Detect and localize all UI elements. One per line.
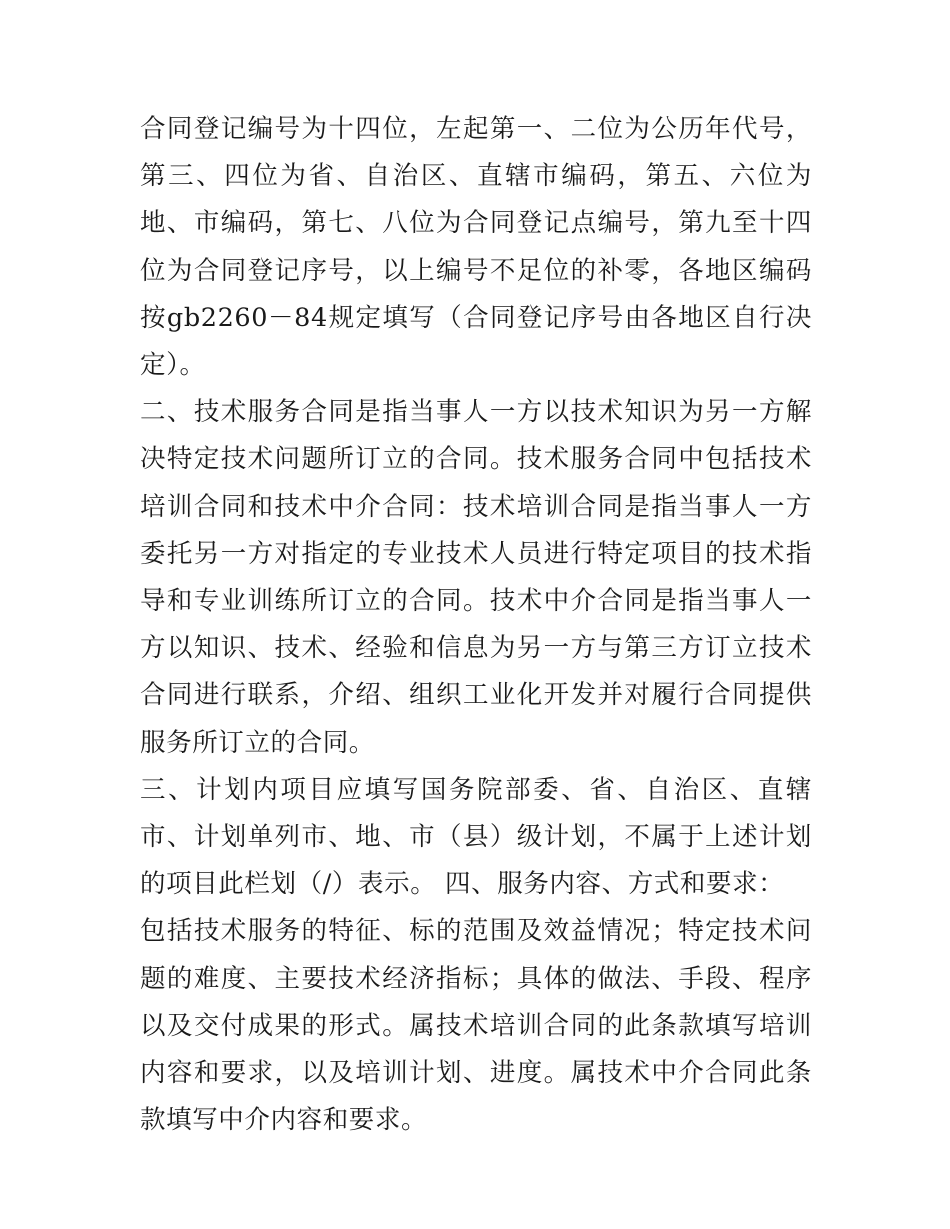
paragraph-contract-registration-number: 合同登记编号为十四位，左起第一、二位为公历年代号，第三、四位为省、自治区、直辖市编码，第五、六位为地、市编码，第七、八位为合同登记点编号，第九至十四位为合同登记序号，以上编号不足位的补零，各地区编码按gb2260－84规定填写（合同登记序号由各地区自行决定）。: [140, 114, 812, 381]
document-body: [140, 106, 812, 1144]
paragraph-planned-projects: 三、计划内项目应填写国务院部委、省、自治区、直辖市、计划单列市、地、市（县）级计划，不属于上述计划的项目此栏划（/）表示。 四、服务内容、方式和要求：: [140, 774, 812, 900]
paragraph-service-content: 包括技术服务的特征、标的范围及效益情况；特定技术问题的难度、主要技术经济指标；具体的做法、手段、程序以及交付成果的形式。属技术培训合同的此条款填写培训内容和要求，以及培训计划、进度。属技术中介合同此条款填写中介内容和要求。: [140, 916, 812, 1136]
paragraph-technical-service-contract: 二、技术服务合同是指当事人一方以技术知识为另一方解决特定技术问题所订立的合同。技术服务合同中包括技术培训合同和技术中介合同：技术培训合同是指当事人一方委托另一方对指定的专业技术人员进行特定项目的技术指导和专业训练所订立的合同。技术中介合同是指当事人一方以知识、技术、经验和信息为另一方与第三方订立技术合同进行联系，介绍、组织工业化开发并对履行合同提供服务所订立的合同。: [140, 397, 812, 758]
